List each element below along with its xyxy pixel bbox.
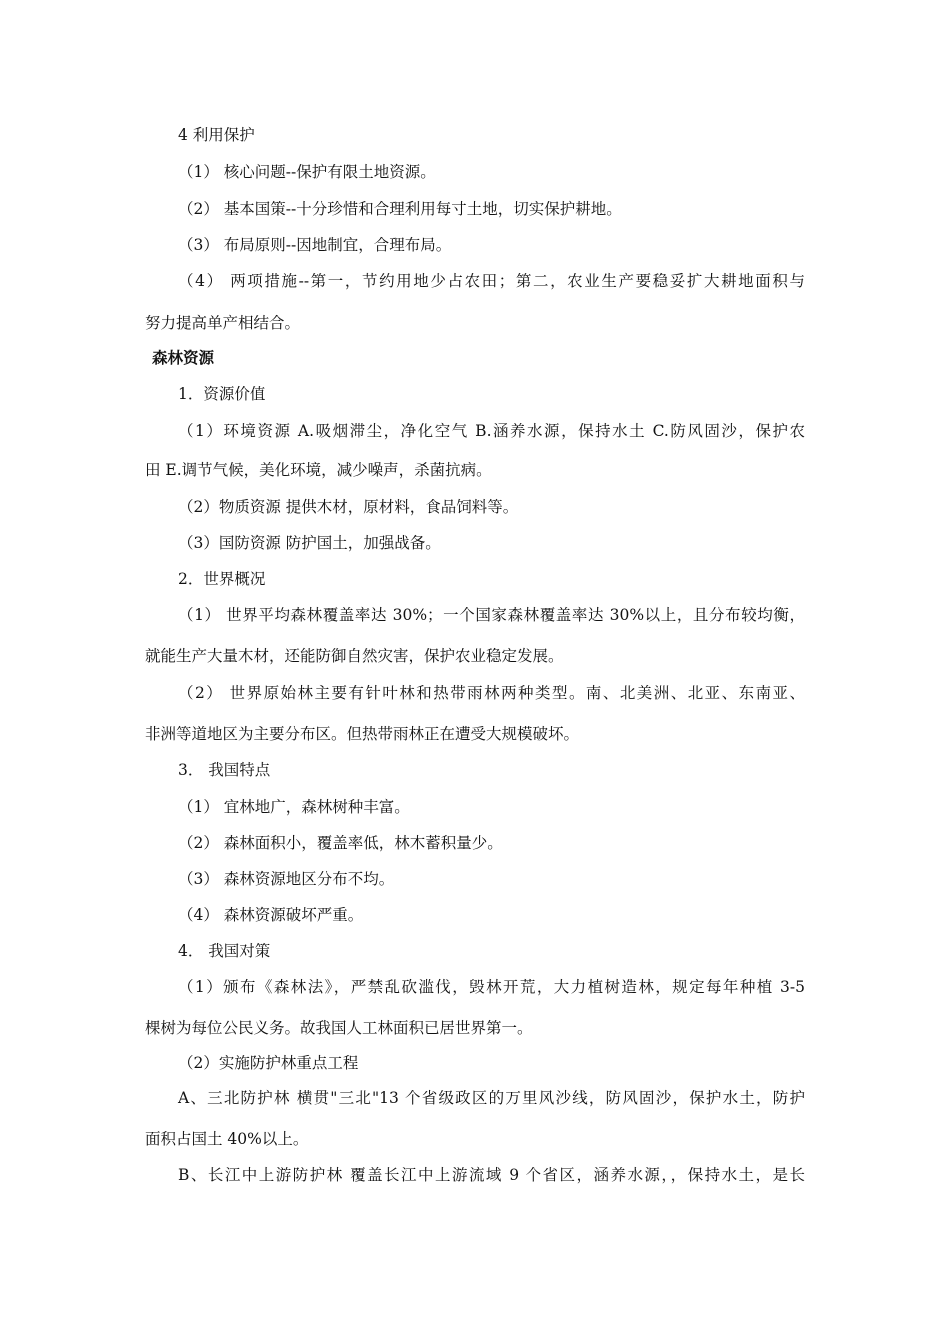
paragraph: （1）颁布《森林法》，严禁乱砍滥伐，毁林开荒，大力植树造林，规定每年种植 3-5 [178,978,805,996]
subsection-title: 3． 我国特点 [178,761,271,779]
paragraph-continuation: 非洲等道地区为主要分布区。但热带雨林正在遭受大规模破坏。 [145,725,580,743]
paragraph-continuation: 就能生产大量木材，还能防御自然灾害，保护农业稳定发展。 [145,647,564,665]
list-item: （4） 森林资源破坏严重。 [178,906,364,924]
list-item: （2） 森林面积小，覆盖率低，林木蓄积量少。 [178,834,503,852]
list-item: （4） 两项措施--第一，节约用地少占农田；第二，农业生产要稳妥扩大耕地面积与 [178,272,805,290]
subsection-title: 2．世界概况 [178,570,266,588]
paragraph-continuation: 田 E.调节气候，美化环境，减少噪声，杀菌抗病。 [145,461,492,479]
subsection-title: 4． 我国对策 [178,942,271,960]
paragraph: （1）环境资源 A.吸烟滞尘，净化空气 B.涵养水源，保持水土 C.防风固沙，保护农 [178,422,805,440]
list-item: （1） 宜林地广，森林树种丰富。 [178,798,410,816]
paragraph: （1） 世界平均森林覆盖率达 30%；一个国家森林覆盖率达 30%以上，且分布较均衡， [178,606,805,624]
section-heading-land-use: 4 利用保护 [178,126,255,144]
paragraph: （2）实施防护林重点工程 [178,1054,359,1072]
paragraph-continuation: 努力提高单产相结合。 [145,314,301,332]
list-item: （1） 核心问题--保护有限土地资源。 [178,163,436,181]
subsection-title: 1．资源价值 [178,385,266,403]
paragraph: （2）物质资源 提供木材，原材料，食品饲料等。 [178,498,519,516]
list-item: （3） 布局原则--因地制宜，合理布局。 [178,236,452,254]
list-item: （2） 基本国策--十分珍惜和合理利用每寸土地，切实保护耕地。 [178,200,622,218]
paragraph: （3）国防资源 防护国土，加强战备。 [178,534,441,552]
paragraph-continuation: 面积占国土 40%以上。 [145,1130,309,1148]
paragraph-continuation: 棵树为每位公民义务。故我国人工林面积已居世界第一。 [145,1019,533,1037]
paragraph: B、长江中上游防护林 覆盖长江中上游流域 9 个省区，涵养水源，，保持水土，是长 [178,1166,805,1184]
paragraph: A、三北防护林 横贯"三北"13 个省级政区的万里风沙线，防风固沙，保护水土，防护 [178,1089,805,1107]
paragraph: （2） 世界原始林主要有针叶林和热带雨林两种类型。南、北美洲、北亚、东南亚、 [178,684,805,702]
list-item: （3） 森林资源地区分布不均。 [178,870,395,888]
section-title-forest: 森林资源 [152,349,215,367]
